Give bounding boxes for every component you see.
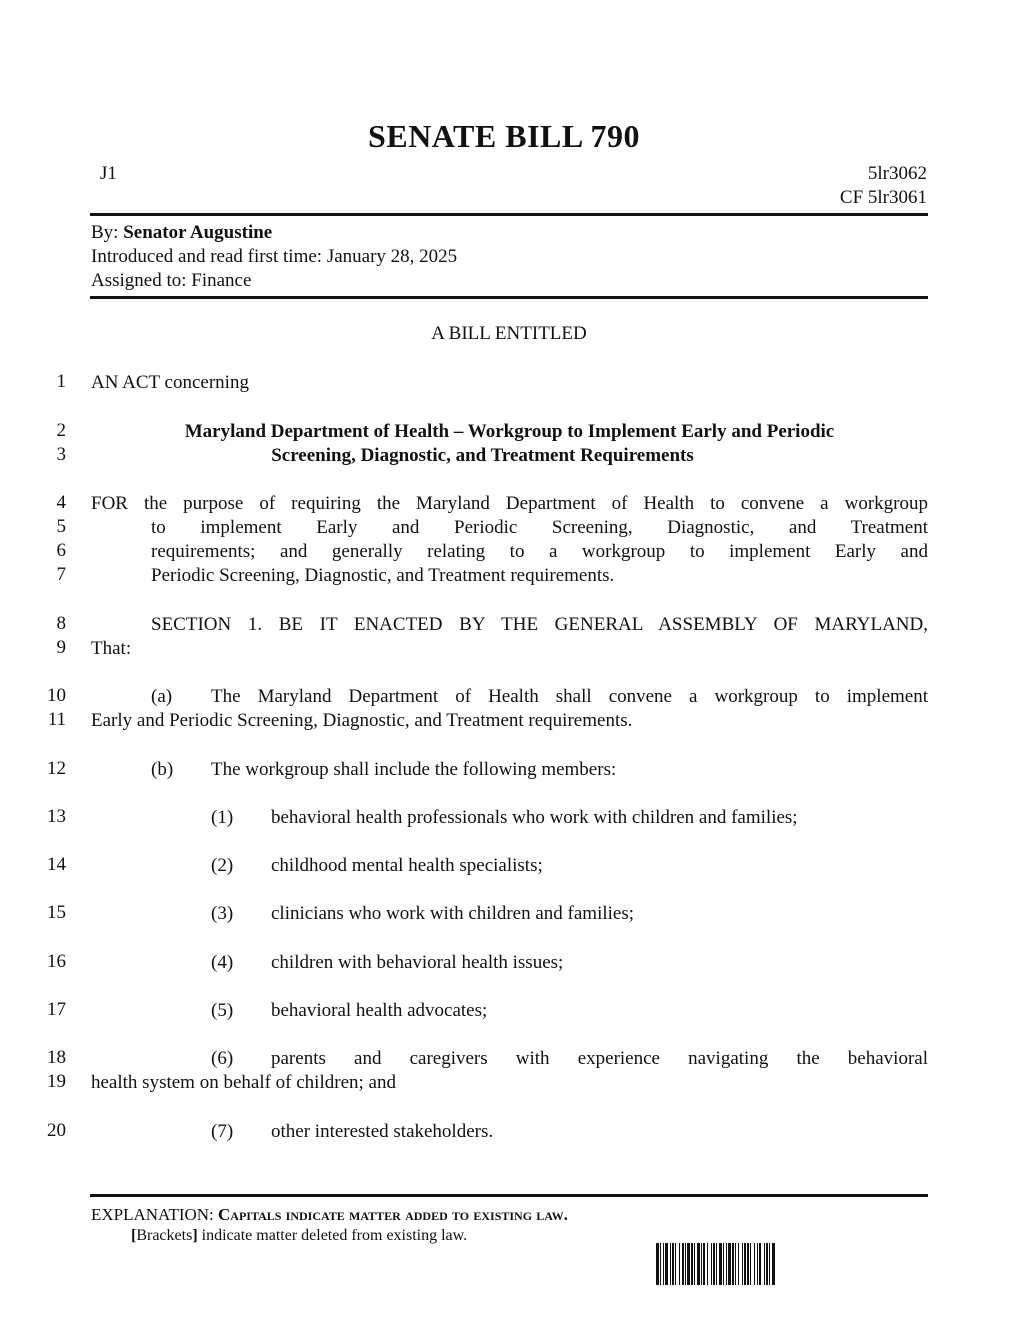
subsection-b-text: The workgroup shall include the following members: bbox=[211, 759, 617, 780]
line-number: 13 bbox=[47, 806, 66, 827]
line-number: 2 bbox=[56, 420, 66, 441]
bill-subject-line-1: Maryland Department of Health – Workgroup to Implement Early and Periodic bbox=[184, 421, 835, 442]
purpose-line-1: FOR the purpose of requiring the Maryland Department of Health to convene a workgroup bbox=[91, 493, 928, 514]
line-number: 17 bbox=[47, 999, 66, 1020]
enacting-clause-line-2: That: bbox=[91, 638, 132, 659]
line-number: 7 bbox=[56, 564, 66, 585]
item-number: (6) bbox=[211, 1048, 234, 1069]
item-number: (2) bbox=[211, 855, 234, 876]
explanation-line-2 bbox=[131, 1227, 467, 1245]
act-concerning: AN ACT concerning bbox=[91, 372, 249, 393]
item-text: behavioral health advocates; bbox=[271, 1000, 488, 1021]
cross-file-number: CF 5lr3061 bbox=[839, 187, 927, 208]
line-number: 18 bbox=[47, 1047, 66, 1068]
line-number: 12 bbox=[47, 758, 66, 779]
line-number: 4 bbox=[56, 492, 66, 513]
item-text: behavioral health professionals who work with children and families; bbox=[271, 807, 798, 828]
bill-title: SENATE BILL 790 bbox=[368, 118, 640, 154]
line-number: 1 bbox=[56, 371, 66, 392]
subsection-a-line-1: The Maryland Department of Health shall convene a workgroup to implement bbox=[211, 686, 928, 707]
line-number: 5 bbox=[56, 516, 66, 537]
footer-rule bbox=[90, 1194, 928, 1197]
line-number: 8 bbox=[56, 613, 66, 634]
subsection-a-label: (a) bbox=[151, 686, 173, 707]
item-number: (3) bbox=[211, 903, 234, 924]
sponsor-name: Senator Augustine bbox=[123, 222, 273, 243]
explanation-capitals: Capitals indicate matter added to existing law. bbox=[218, 1205, 568, 1224]
line-number: 20 bbox=[47, 1120, 66, 1141]
bracket-close: ] bbox=[192, 1227, 198, 1244]
item-text: parents and caregivers with experience navigating the behavioral bbox=[271, 1048, 928, 1069]
subsection-b-label: (b) bbox=[151, 759, 174, 780]
explanation-line-1 bbox=[91, 1205, 568, 1225]
brackets-word: Brackets bbox=[136, 1227, 193, 1244]
line-number: 19 bbox=[47, 1071, 66, 1092]
line-number: 3 bbox=[56, 444, 66, 465]
barcode-icon bbox=[656, 1243, 904, 1285]
lr-number: 5lr3062 bbox=[867, 163, 927, 184]
item-number: (7) bbox=[211, 1121, 234, 1142]
by-label: By: bbox=[91, 222, 119, 243]
brackets-rest: indicate matter deleted from existing law. bbox=[197, 1227, 468, 1244]
line-number: 9 bbox=[56, 637, 66, 658]
header-rule-top bbox=[90, 213, 928, 216]
purpose-line-3: requirements; and generally relating to a workgroup to implement Early and bbox=[151, 541, 928, 562]
purpose-line-2: to implement Early and Periodic Screening, Diagnostic, and Treatment bbox=[151, 517, 928, 538]
explanation-label: EXPLANATION: bbox=[91, 1205, 214, 1224]
line-number: 6 bbox=[56, 540, 66, 561]
assigned-line: Assigned to: Finance bbox=[91, 270, 252, 291]
line-number: 16 bbox=[47, 951, 66, 972]
line-number: 14 bbox=[47, 854, 66, 875]
item-number: (4) bbox=[211, 952, 234, 973]
subsection-a-line-2: Early and Periodic Screening, Diagnostic, and Treatment requirements. bbox=[91, 710, 633, 731]
subject-code: J1 bbox=[100, 163, 117, 184]
header-rule-bottom bbox=[90, 296, 928, 299]
item-number: (5) bbox=[211, 1000, 234, 1021]
sponsor-line bbox=[91, 222, 272, 244]
bracket-open: [ bbox=[131, 1227, 137, 1244]
enacting-clause-line-1: SECTION 1. BE IT ENACTED BY THE GENERAL ASSEMBLY OF MARYLAND, bbox=[151, 614, 928, 635]
item-number: (1) bbox=[211, 807, 234, 828]
purpose-line-4: Periodic Screening, Diagnostic, and Treatment requirements. bbox=[151, 565, 615, 586]
item-text: clinicians who work with children and families; bbox=[271, 903, 635, 924]
item-text-continued: health system on behalf of children; and bbox=[91, 1072, 396, 1093]
line-number: 11 bbox=[47, 709, 66, 730]
item-text: childhood mental health specialists; bbox=[271, 855, 543, 876]
line-number: 10 bbox=[47, 685, 66, 706]
bill-entitled: A BILL ENTITLED bbox=[431, 323, 587, 344]
introduced-line: Introduced and read first time: January 28, 2025 bbox=[91, 246, 458, 267]
item-text: children with behavioral health issues; bbox=[271, 952, 564, 973]
item-text: other interested stakeholders. bbox=[271, 1121, 494, 1142]
line-number: 15 bbox=[47, 902, 66, 923]
bill-subject-line-2: Screening, Diagnostic, and Treatment Requirements bbox=[271, 445, 694, 466]
